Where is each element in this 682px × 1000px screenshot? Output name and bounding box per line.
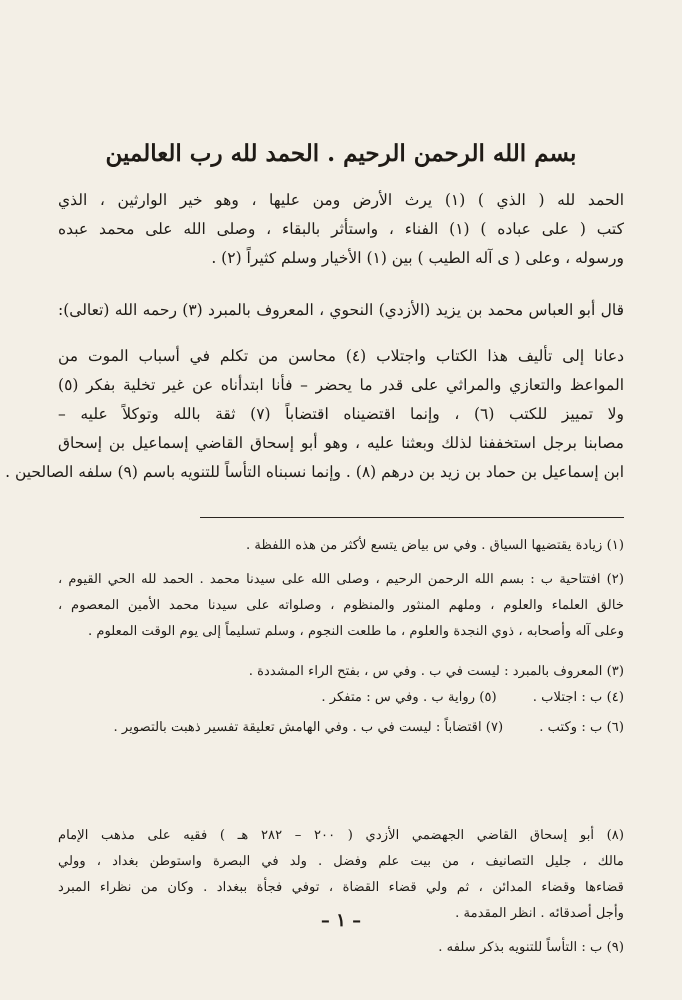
footnote-7: (٧) اقتضاباً : ليست في ب . وفي الهامش تعليقة تفسير ذهبت بالتصوير . xyxy=(113,720,504,735)
footnote-3 xyxy=(58,659,624,685)
text-line: ورسوله ، وعلى ( ى آله الطيب ) بين (١) الأخيار وسلم كثيراً (٢) . xyxy=(211,249,624,267)
footnote-8 xyxy=(58,823,624,961)
footnote-line: خالق العلماء والعلوم ، وملهم المنثور والمنظوم ، وصلواته على سيدنا محمد الأمين المعصوم ، xyxy=(58,598,624,613)
text-line: ولا تمييز للكتب (٦) ، وإنما اقتضيناه اقتضاباً (٧) ثقة بالله وتوكلاً عليه – xyxy=(58,405,624,423)
footnote-line: (٢) افتتاحية ب : بسم الله الرحمن الرحيم ، وصلى الله على سيدنا محمد . الحمد لله الحي القيوم ، xyxy=(58,572,624,587)
text-line: مصابنا برجل استخففنا لذلك وبعثنا عليه ، وهو أبو إسحاق القاضي إسماعيل بن إسحاق xyxy=(58,434,624,452)
footnote-4-5 xyxy=(58,685,624,711)
footnote-6: (٦) ب : وكتب . xyxy=(539,720,624,735)
footnote-line: قضاءها وقضاء المدائن ، ثم ولي قضاء القضاة ، توفي فجأة ببغداد . وكان من نظراء المبرد xyxy=(58,880,624,895)
footnote-line: (١) زيادة يقتضيها السياق . وفي س بياض يتسع لأكثر من هذه اللفظة . xyxy=(246,538,624,553)
text-line: دعانا إلى تأليف هذا الكتاب واجتلاب (٤) محاسن من تكلم في أسباب الموت من xyxy=(58,347,624,365)
text-line: المواعظ والتعازي والمراثي على قدر ما يحضر – فأنا ابتدأناه عن غير تخلية بفكر (٥) xyxy=(58,376,624,394)
footnote-5: (٥) رواية ب . وفي س : متفكر . xyxy=(321,690,497,705)
footnote-line: وعلى آله وأصحابه ، ذوي النجدة والعلوم ، ما طلعت النجوم ، وسلم تسليماً إلى يوم الوقت المعلوم . xyxy=(87,624,624,639)
text-line: الحمد لله ( الذي ) (١) يرث الأرض ومن عليها ، وهو خير الوارثين ، الذي xyxy=(58,191,624,209)
footnote-line: (٣) المعروف بالمبرد : ليست في ب . وفي س ، بفتح الراء المشددة . xyxy=(248,664,624,679)
text-line: ابن إسماعيل بن حماد بن زيد بن درهم (٨) . وإنما نسبناه التأساً للتنويه باسم (٩) سلفه الصالحين . xyxy=(5,463,624,481)
footnote-2 xyxy=(58,567,624,645)
footnote-line: (٨) أبو إسحاق القاضي الجهضمي الأزدي ( ٢٠٠ – ٢٨٢ هـ ) فقيه على مذهب الإمام xyxy=(58,828,625,843)
footnote-line: وأجل أصدقائه . انظر المقدمة . xyxy=(455,906,624,921)
footnote-1 xyxy=(58,533,624,559)
page-number: – ١ – xyxy=(320,910,362,931)
text-line: كتب ( على عباده ) (١) الفناء ، واستأثر بالبقاء ، وصلى الله على محمد عبده xyxy=(58,220,624,238)
intro-paragraph xyxy=(58,186,624,273)
text-line: قال أبو العباس محمد بن يزيد (الأزدي) النحوي ، المعروف بالمبرد (٣) رحمه الله (تعالى): xyxy=(58,301,625,319)
body-paragraph xyxy=(5,342,624,487)
footnote-divider xyxy=(200,517,624,518)
footnote-line: مالك ، جليل التصانيف ، من بيت علم وفضل . ولد في البصرة واستوطن بغداد ، وولي xyxy=(58,854,624,869)
footnote-4: (٤) ب : اجتلاب . xyxy=(532,690,624,705)
page-title: بسم الله الرحمن الرحيم . الحمد لله رب العالمين xyxy=(105,140,577,167)
footnote-9: (٩) ب : التأساً للتنويه بذكر سلفه . xyxy=(438,940,624,955)
qala-paragraph xyxy=(58,296,624,325)
footnote-6-7 xyxy=(58,715,624,741)
